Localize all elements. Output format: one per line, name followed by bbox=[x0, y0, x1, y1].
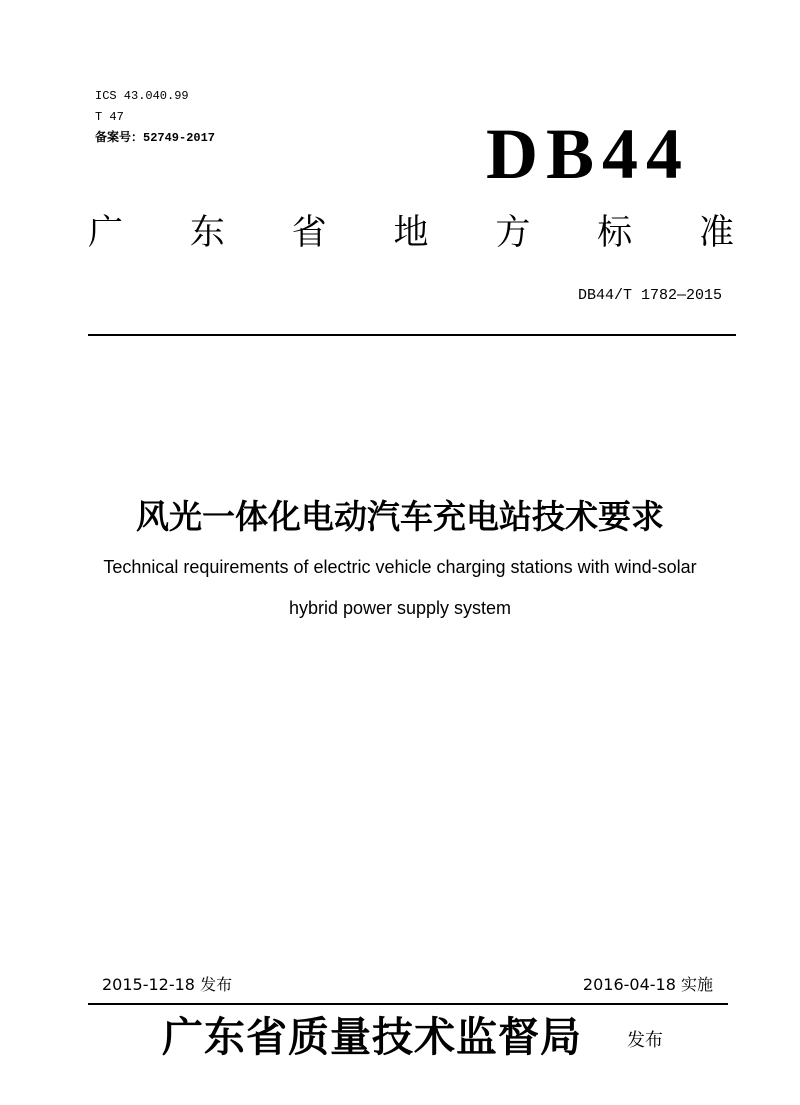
standard-type-heading bbox=[88, 212, 734, 254]
title-english-line-2: hybrid power supply system bbox=[288, 598, 512, 618]
standard-type-char: 方 bbox=[495, 213, 531, 253]
standard-type-char: 地 bbox=[393, 213, 429, 253]
ccs-code: T 47 bbox=[95, 110, 124, 124]
standard-type-char: 东 bbox=[189, 213, 225, 253]
issuer-action: 发布 bbox=[627, 1030, 663, 1051]
title-english-line-1: Technical requirements of electric vehicle charging stations with wind-solar bbox=[103, 557, 697, 577]
issuer-name: 广东省质量技术监督局 bbox=[162, 1014, 582, 1060]
publish-date: 2015-12-18 发布 bbox=[102, 975, 233, 994]
top-divider bbox=[88, 334, 736, 336]
classification-block bbox=[95, 86, 215, 149]
standard-type-char: 广 bbox=[88, 213, 124, 253]
record-number: 备案号：52749-2017 bbox=[95, 131, 216, 145]
standard-number: DB44/T 1782—2015 bbox=[577, 287, 722, 304]
title-chinese: 风光一体化电动汽车充电站技术要求 bbox=[136, 497, 664, 536]
implement-date: 2016-04-18 实施 bbox=[582, 975, 713, 994]
standard-code-logo: DB44 bbox=[486, 114, 691, 194]
standard-type-char: 省 bbox=[291, 213, 327, 253]
ics-code: ICS 43.040.99 bbox=[95, 89, 189, 103]
standard-type-char: 准 bbox=[698, 213, 734, 253]
bottom-divider bbox=[88, 1003, 728, 1005]
standard-type-char: 标 bbox=[597, 213, 633, 253]
